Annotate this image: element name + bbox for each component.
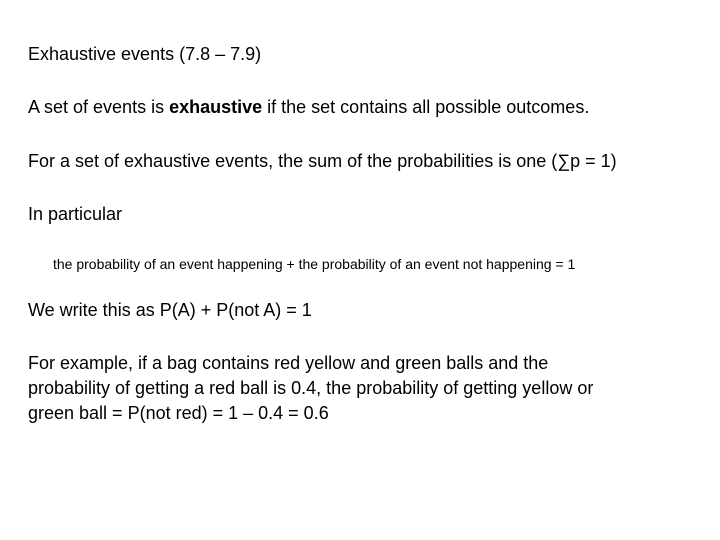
definition-text [28, 98, 589, 116]
slide-title: Exhaustive events (7.8 – 7.9) [28, 44, 262, 64]
complement-rule-text: the probability of an event happening + the probability of an event not happening = 1 [53, 256, 576, 272]
sum-rule-text: For a set of exhaustive events, the sum of the probabilities is one (∑p = 1) [28, 151, 617, 171]
example-paragraph [28, 351, 708, 426]
example-line-3: green ball = P(not red) = 1 – 0.4 = 0.6 [28, 403, 329, 423]
in-particular-text: In particular [28, 204, 123, 224]
notation-text: We write this as P(A) + P(not A) = 1 [28, 300, 312, 320]
example-line-2: probability of getting a red ball is 0.4, the probability of getting yellow or [28, 378, 594, 398]
definition-emphasis: exhaustive [169, 97, 263, 117]
definition-before: A set of events is [28, 97, 170, 117]
example-line-1: For example, if a bag contains red yellow and green balls and the [28, 353, 549, 373]
definition-after: if the set contains all possible outcomes. [262, 97, 590, 117]
